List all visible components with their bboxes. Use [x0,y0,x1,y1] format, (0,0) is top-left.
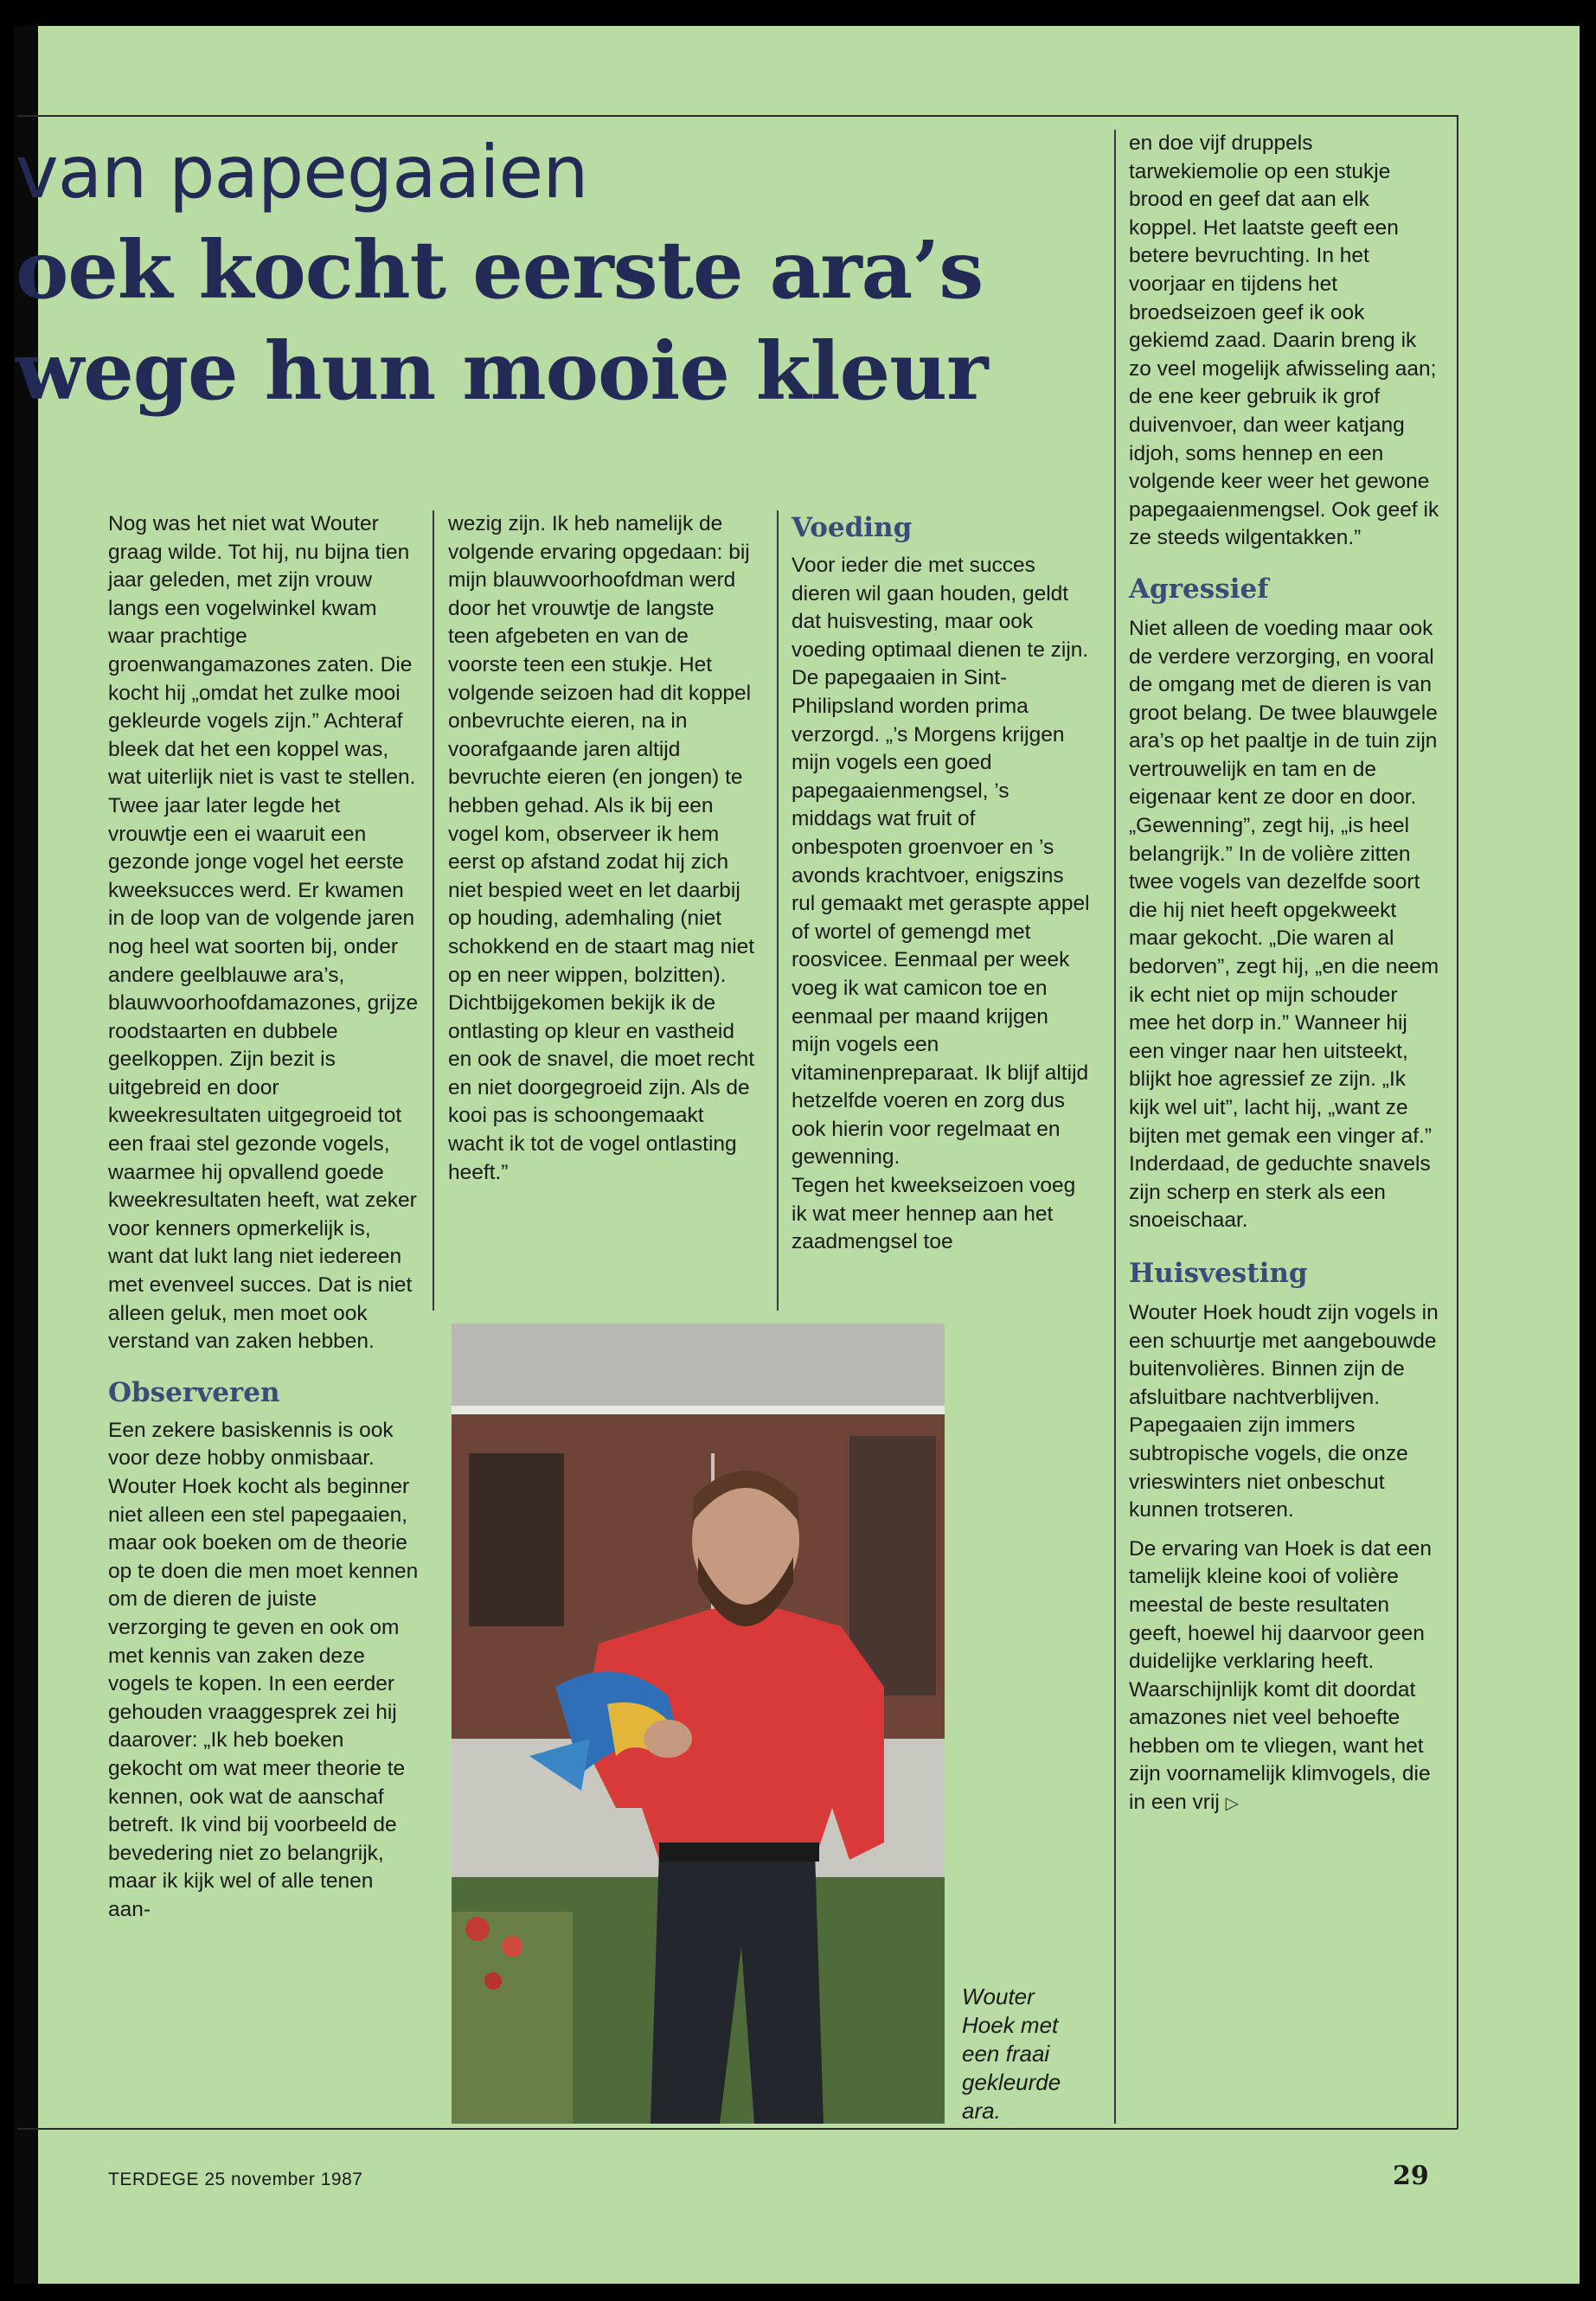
paragraph: Wouter Hoek houdt zijn vogels in een schuurtje met aangebouwde buitenvolières. Binnen zijn de afsluitbare nachtverblijven. Papegaaien zijn immers subtropische vogels, die onze vrieswinters niet onbeschut kunnen trotseren. [1129,1300,1439,1522]
article-photo [452,1324,945,2124]
photo-caption: Wouter Hoek met een fraai gekleurde ara. [962,1984,1061,2124]
article-column-3 [792,510,1090,1257]
section-heading-agressief: Agressief [1129,573,1269,605]
publication-footer: TERDEGE 25 november 1987 [108,2170,363,2189]
paragraph: Tegen het kweekseizoen voeg ik wat meer hennep aan het zaadmengsel toe [792,1174,1076,1254]
paragraph [1129,1535,1440,1818]
paragraph-text: De ervaring van Hoek is dat een tamelijk kleine kooi of volière meestal de beste resultaten geeft, hoewel hij daarvoor geen duidelijke verklaring heeft. Waarschijnlijk komt dit doordat amazones niet veel behoefte hebben om te vliegen, want het zijn voornamelijk klimvogels, die in een vrij [1129,1536,1432,1815]
section-heading-voeding: Voeding [792,512,913,543]
article-column-4 [1129,130,1440,1818]
column-rule-3 [1114,130,1116,2124]
paragraph: Een zekere basiskennis is ook voor deze hobby onmisbaar. Wouter Hoek kocht als beginner niet alleen een stel papegaaien, maar ook boeken om de theorie op te doen die men moet kennen om de dieren de juiste verzorging te geven en ook om met kennis van zaken deze vogels te kopen. In een eerder gehouden vraaggesprek zei hij daarover: „Ik heb boeken gekocht om wat meer theorie te kennen, ook wat de aanschaf betreft. Ik vind bij voorbeeld de bevedering niet zo belangrijk, maar ik kijk wel of alle tenen aan- [108,1418,419,1921]
frame-line-top [17,115,1458,117]
paragraph: Niet alleen de voeding maar ook de verdere verzorging, en vooral de omgang met de dieren is van groot belang. De twee blauwgele ara’s op het paaltje in de tuin zijn vertrouwelijk en tam en de eigenaar kent ze door en door. „Gewenning”, zegt hij, „is heel belangrijk.” In de volière zitten twee vogels van dezelfde soort die hij niet heeft opgekweekt maar gekocht. „Die waren al bedorven”, zegt hij, „en die neem ik echt niet op mijn schouder mee het dorp in.” Wanneer hij een vinger naar hen uitsteekt, blijkt hoe agressief ze zijn. „Ik kijk wel uit”, lacht hij, „want ze bijten met gemak een vinger af.” Inderdaad, de geduchte snavels zijn scherp en sterk als een snoeischaar. [1129,616,1439,1233]
frame-line-right [1457,115,1458,2129]
article-column-1 [108,510,420,1925]
frame-line-bottom [17,2128,1458,2130]
column-rule-1 [433,510,434,1311]
headline-line-2: wege hun mooie kleur [16,324,988,418]
headline-line-1: oek kocht eerste ara’s [16,223,984,317]
section-heading-huisvesting: Huisvesting [1129,1257,1308,1289]
column-rule-2 [777,510,779,1311]
page-number: 29 [1393,2161,1429,2191]
article-column-2 [448,510,755,1187]
section-heading-observeren: Observeren [108,1376,280,1408]
continue-arrow-icon: ▷ [1225,1794,1240,1814]
paragraph: wezig zijn. Ik heb namelijk de volgende ervaring opgedaan: bij mijn blauwvoorhoofdman werd door het vrouwtje de langste teen afgebeten en van de voorste teen een stukje. Het volgende seizoen had dit koppel onbevruchte eieren, na in voorafgaande jaren altijd bevruchte eieren (en jongen) te hebben gehad. Als ik bij een vogel kom, observeer ik hem eerst op afstand zodat hij zich niet bespied weet en let daarbij op houding, ademhaling (niet schokkend en de staart mag niet op en neer wippen, bolzitten). Dichtbijgekomen bekijk ik de ontlasting op kleur en vastheid en ook de snavel, die moet recht en niet doorgegroeid zijn. Als de kooi pas is schoongemaakt wacht ik tot de vogel ontlasting heeft.” [448,512,755,1184]
paragraph: Voor ieder die met succes dieren wil gaan houden, geldt dat huisvesting, maar ook voeding optimaal dienen te zijn. De papegaaien in Sint-Philipsland worden prima verzorgd. „’s Morgens krijgen mijn vogels een goed papegaaienmengsel, ’s middags wat fruit of onbespoten groenvoer en ’s avonds krachtvoer, enigszins rul gemaakt met geraspte appel of wortel of gemengd met roosvicee. Eenmaal per week voeg ik wat camicon toe en eenmaal per maand krijgen mijn vogels een vitaminenpreparaat. Ik blijf altijd hetzelfde voeren en zorg dus ook hierin voor regelmaat en gewenning. [792,554,1090,1170]
article-kicker: van papegaaien [16,130,588,215]
paragraph: en doe vijf druppels tarwekiemolie op een stukje brood en geef dat aan elk koppel. Het laatste geeft een betere bevruchting. In het voorjaar en tijdens het broedseizoen geef ik ook gekiemd zaad. Daarin breng ik zo veel mogelijk afwisseling aan; de ene keer gebruik ik grof duivenvoer, dan weer katjang idjoh, soms hennep en een volgende keer weer het gewone papegaaienmengsel. Ook geef ik ze steeds wilgentakken.” [1129,131,1439,550]
paragraph: Nog was het niet wat Wouter graag wilde. Tot hij, nu bijna tien jaar geleden, met zijn vrouw langs een vogelwinkel kwam waar prachtige groenwangamazones zaten. Die kocht hij „omdat het zulke mooi gekleurde vogels zijn.” Achteraf bleek dat het een koppel was, wat uiterlijk niet is vast te stellen. Twee jaar later legde het vrouwtje een ei waaruit een gezonde jonge vogel het eerste kweeksucces werd. Er kwamen in de loop van de volgende jaren nog heel wat soorten bij, onder andere geelblauwe ara’s, blauwvoorhoofdamazones, grijze roodstaarten en dubbele geelkoppen. Zijn bezit is uitgebreid en door kweekresultaten uitgegroeid tot een fraai stel gezonde vogels, waarmee hij opvallend goede kweekresultaten heeft, wat zeker voor kenners opmerkelijk is, want dat lukt lang niet iedereen met evenveel succes. Dat is niet alleen geluk, men moet ook verstand van zaken hebben. [108,512,419,1354]
photo-man-with-parrot [452,1324,945,2124]
